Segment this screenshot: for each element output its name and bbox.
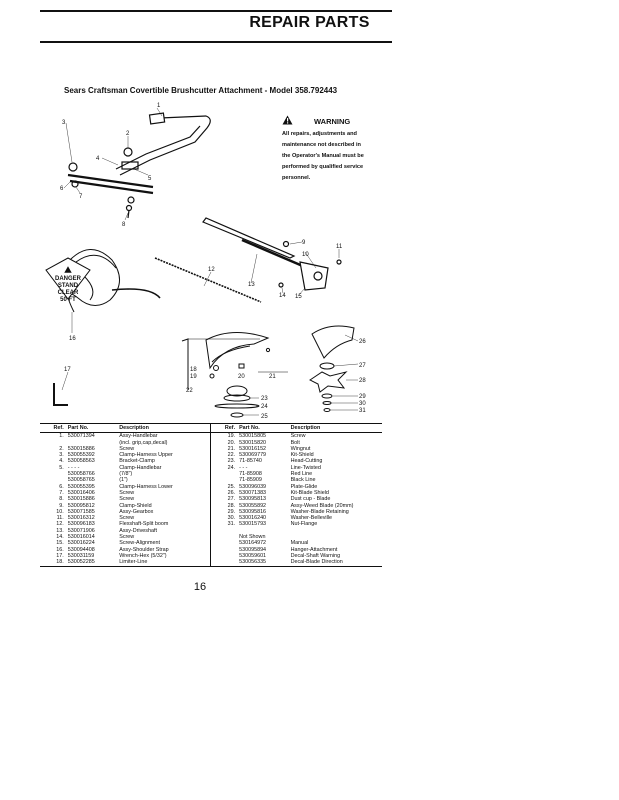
table-cell: 24. <box>211 465 237 471</box>
table-cell: 530164972 <box>239 540 267 547</box>
table-cell: 530015820 <box>239 439 267 446</box>
table-cell <box>211 559 237 566</box>
table-cell: Manual <box>290 540 309 547</box>
table-cell: 530016240 <box>239 515 267 522</box>
callout-3: 3 <box>62 120 66 126</box>
callout-13: 13 <box>248 282 255 288</box>
danger-line: DANGER <box>54 276 81 282</box>
table-cell: 23. <box>211 458 237 464</box>
warning-line: performed by qualified service <box>282 164 364 170</box>
table-cell: 530015886 <box>67 445 95 452</box>
table-cell: Kit-Shield <box>290 452 314 459</box>
table-cell: 530058563 <box>67 458 95 465</box>
callout-18: 18 <box>190 367 197 373</box>
table-cell: 2. <box>59 445 64 452</box>
table-cell: Assy-Driveshaft <box>119 527 157 534</box>
callout-7: 7 <box>79 194 83 200</box>
callout-4: 4 <box>96 156 100 162</box>
table-cell: Decal-Blade Direction <box>289 559 382 566</box>
table-cell: Screw <box>119 445 135 452</box>
column-header: Ref. <box>40 424 66 433</box>
table-cell: 530055392 <box>67 452 95 459</box>
callout-27: 27 <box>359 363 366 369</box>
callout-10: 10 <box>302 252 309 258</box>
table-header-row <box>40 424 382 433</box>
table-cell: Screw <box>119 496 135 503</box>
callout-28: 28 <box>359 378 366 384</box>
table-cell: 13. <box>56 527 64 534</box>
table-cell: Assy-Shoulder Strap <box>119 546 169 553</box>
warning-heading: WARNING <box>314 117 351 126</box>
table-cell: Wrench-Hex (5/32") <box>119 552 167 559</box>
table-cell: 530071383 <box>239 489 267 496</box>
callout-5: 5 <box>148 176 152 182</box>
table-cell: 22. <box>211 452 237 458</box>
table-cell: Assy-Weed Blade (20mm) <box>290 502 354 509</box>
table-cell: Plate-Glide <box>290 483 318 490</box>
table-cell: Screw <box>290 433 306 440</box>
callout-21: 21 <box>269 374 276 380</box>
parts-table-body <box>40 433 382 566</box>
table-cell: 530094408 <box>67 546 95 553</box>
table-cell: Washer-Belleville <box>290 515 333 522</box>
danger-warning-icon <box>64 266 72 273</box>
callout-12: 12 <box>208 267 215 273</box>
table-cell: Decal-Shaft Warning <box>290 552 341 559</box>
table-cell: Head-Cutting <box>290 458 323 465</box>
table-cell: Clamp-Shield <box>119 502 152 509</box>
table-cell: Hanger-Attachment <box>290 546 338 553</box>
blade-assembly <box>310 326 354 412</box>
page-title: REPAIR PARTS <box>249 14 370 31</box>
callout-29: 29 <box>359 394 366 400</box>
table-cell: 29. <box>211 509 237 515</box>
callout-20: 20 <box>238 374 245 380</box>
table-cell: 71-85740 <box>239 458 262 465</box>
warning-line: personnel. <box>282 175 311 181</box>
callout-23: 23 <box>261 396 268 402</box>
table-cell: 7. <box>59 489 64 496</box>
table-cell: 17. <box>56 552 64 559</box>
callout-19: 19 <box>190 374 197 380</box>
warning-line: maintenance not described in <box>282 142 361 148</box>
shield-assembly <box>182 332 288 390</box>
table-cell: Black Line <box>290 477 316 484</box>
warning-line: the Operator's Manual must be <box>282 153 364 159</box>
page-number: 16 <box>193 581 207 593</box>
table-cell: Not Shown <box>239 534 266 541</box>
table-cell: Screw <box>119 515 135 522</box>
callout-24: 24 <box>261 404 268 410</box>
table-cell: 27. <box>211 496 237 502</box>
table-cell: 6. <box>59 483 64 490</box>
table-cell: 9. <box>59 502 64 509</box>
column-header: Part No. <box>237 424 289 433</box>
table-cell: 530016312 <box>67 515 95 522</box>
table-cell: 28. <box>211 503 237 509</box>
table-cell: 530016152 <box>239 445 267 452</box>
table-cell: - - - <box>239 464 248 471</box>
callout-15: 15 <box>295 294 302 300</box>
table-cell: 530031159 <box>67 552 95 559</box>
danger-line: STAND <box>57 283 79 289</box>
callout-31: 31 <box>359 408 366 414</box>
table-cell: 8. <box>59 496 64 503</box>
callout-30: 30 <box>359 401 366 407</box>
table-cell: 530058766 <box>67 471 95 478</box>
warning-line: All repairs, adjustments and <box>282 131 357 137</box>
danger-line: 50 FT <box>60 297 76 303</box>
table-cell: Clamp-Harness Lower <box>119 483 173 490</box>
callout-8: 8 <box>122 222 126 228</box>
table-cell: 530059601 <box>239 552 267 559</box>
table-cell: 71-85908 <box>239 471 262 478</box>
table-cell: 530056335 <box>237 559 289 566</box>
table-cell: 530016014 <box>67 534 95 541</box>
table-cell: 26. <box>211 490 237 496</box>
table-cell: Assy-Handlebar <box>119 433 158 440</box>
table-cell: 530095894 <box>239 546 267 553</box>
table-cell: 530096183 <box>67 521 95 528</box>
shaft-assembly <box>155 218 341 302</box>
table-cell: Kit-Blade Shield <box>290 489 329 496</box>
parts-table <box>40 423 382 567</box>
table-cell: 530096039 <box>239 483 267 490</box>
table-cell: 71-85909 <box>239 477 262 484</box>
table-cell: Screw-Alignment <box>119 540 160 547</box>
column-header: Part No. <box>66 424 118 433</box>
table-cell: Assy-Gearbox <box>119 508 154 515</box>
table-cell: Clamp-Handlebar <box>119 464 162 471</box>
table-cell: Limiter-Line <box>117 559 211 566</box>
table-cell: 15. <box>56 540 64 547</box>
callout-leaders <box>62 108 358 415</box>
hex-wrench <box>54 383 68 405</box>
column-header: Description <box>289 424 382 433</box>
table-cell: (incl. grip,cap,decal) <box>119 439 168 446</box>
table-cell: 530095812 <box>67 502 95 509</box>
table-cell: 530052285 <box>66 559 118 566</box>
table-cell: 530015805 <box>239 433 267 440</box>
table-cell: 530071585 <box>67 508 95 515</box>
table-cell: 10. <box>56 508 64 515</box>
callout-17: 17 <box>64 367 71 373</box>
table-cell: Bolt <box>290 439 300 446</box>
table-cell: 30. <box>211 515 237 521</box>
table-cell: 530095816 <box>239 508 267 515</box>
table-cell: 530016224 <box>67 540 95 547</box>
table-cell: Nut-Flange <box>290 521 318 528</box>
callout-2: 2 <box>126 131 130 137</box>
table-cell: Dust cup - Blade <box>290 496 331 503</box>
table-cell: 1. <box>59 433 64 440</box>
table-cell: 16. <box>56 546 64 553</box>
table-cell: 12. <box>56 521 64 528</box>
callout-1: 1 <box>157 103 161 109</box>
handlebar-assembly <box>68 113 210 218</box>
danger-label <box>48 266 88 304</box>
column-header: Ref. <box>211 424 237 433</box>
table-cell: 11. <box>56 515 64 522</box>
table-cell: 19. <box>211 433 237 440</box>
table-cell: (7/8") <box>119 471 133 478</box>
table-cell: Line-Twisted <box>290 464 321 471</box>
table-cell: Red Line <box>290 471 313 478</box>
table-cell: 530058765 <box>67 477 95 484</box>
table-row <box>40 433 382 440</box>
callout-11: 11 <box>336 244 343 250</box>
callout-16: 16 <box>69 336 76 342</box>
table-cell: 3. <box>59 452 64 459</box>
table-cell: 530095813 <box>239 496 267 503</box>
table-cell: (1") <box>119 477 128 484</box>
table-cell: 530015886 <box>67 496 95 503</box>
table-cell: 25. <box>211 484 237 490</box>
callout-numbers <box>60 103 366 420</box>
table-cell: Flexshaft-Split boom <box>119 521 169 528</box>
table-row <box>40 559 382 566</box>
callout-9: 9 <box>302 240 306 246</box>
callout-14: 14 <box>279 293 286 299</box>
table-cell: 530016406 <box>67 489 95 496</box>
table-cell: 530055395 <box>67 483 95 490</box>
danger-line: CLEAR <box>57 290 79 296</box>
callout-25: 25 <box>261 414 268 420</box>
column-header: Description <box>117 424 211 433</box>
callout-6: 6 <box>60 186 64 192</box>
table-cell: 5. <box>59 464 64 471</box>
table-cell: 530055892 <box>239 502 267 509</box>
table-cell: - - - - <box>67 464 80 471</box>
table-cell: 20. <box>211 440 237 446</box>
table-cell: 21. <box>211 446 237 452</box>
table-cell: Wingnut <box>290 445 311 452</box>
table-cell: 530071906 <box>67 527 95 534</box>
table-cell: 31. <box>211 521 237 527</box>
cutting-head <box>215 386 259 417</box>
table-cell: 530069779 <box>239 452 267 459</box>
table-cell: 530071394 <box>67 433 95 440</box>
table-cell: Bracket-Clamp <box>119 458 155 465</box>
table-cell: Screw <box>119 489 135 496</box>
table-cell: 14. <box>56 534 64 541</box>
table-cell: 530015793 <box>239 521 267 528</box>
table-cell: Clamp-Harness Upper <box>119 452 173 459</box>
table-cell: 18. <box>40 559 66 566</box>
table-cell: 4. <box>59 458 64 465</box>
table-cell: Screw <box>119 534 135 541</box>
callout-22: 22 <box>186 388 193 394</box>
table-cell: Washer-Blade Retaining <box>290 508 349 515</box>
model-subtitle: Sears Craftsman Covertible Brushcutter Attachment - Model 358.792443 <box>64 86 338 95</box>
callout-26: 26 <box>359 339 366 345</box>
